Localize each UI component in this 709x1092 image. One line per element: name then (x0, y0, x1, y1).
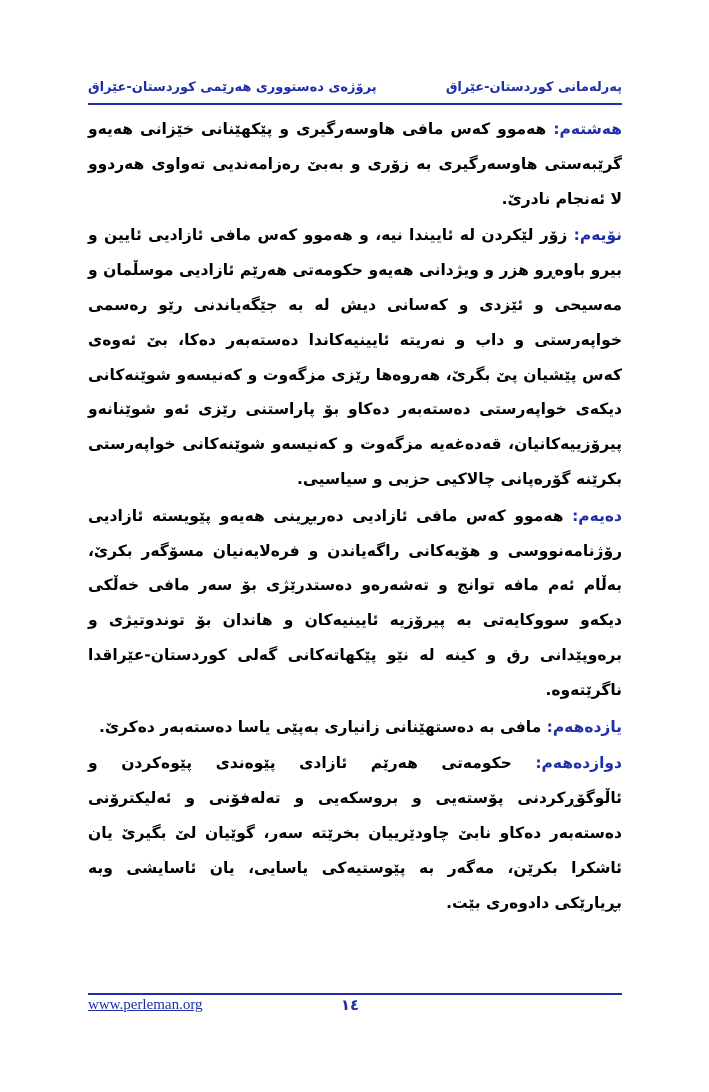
article-paragraph-8 (88, 112, 622, 216)
article-text: هەموو كەس مافی هاوسەرگیری و پێكهێنانی خێزانی هەیەو گرێبەستی هاوسەرگیری بە زۆری و بەبێ رەزامەندیی تەواوی هەردوو لا ئەنجام نادرێ. (88, 120, 622, 208)
article-term: نۆیەم: (573, 226, 622, 245)
document-body (88, 112, 622, 922)
article-text: هەموو كەس مافی ئازادیی دەربڕینی هەیەو پێویستە ئازادیی رۆژنامەنووسی و هۆیەكانی راگەیاندن و فرەلایەنیان مسۆگەر بكرێ، بەڵام ئەم مافە توانج و تەشەرەو دەستدرێژی بۆ سەر مافی خەڵكی دیكەو سووكایەتی بە پیرۆزیە ئایینیەكان و هاندان بۆ توندوتیژی و برەوپێدانی رق و كینە لە نێو پێكهاتەكانی گەلی كوردستان-عێراقدا ناگرێتەوە. (88, 506, 622, 699)
article-text: مافی بە دەستهێنانی زانیاری بەپێی یاسا دەستەبەر دەكرێ. (98, 717, 547, 736)
footer-divider (88, 993, 622, 995)
article-paragraph-12 (88, 746, 622, 920)
article-paragraph-9 (88, 218, 622, 496)
website-link[interactable]: www.perleman.org (88, 997, 203, 1013)
header-divider (88, 103, 622, 105)
article-text: زۆر لێكردن لە ئاییندا نیە، و هەموو كەس مافی ئازادیی ئایین و بیرو باوەڕو هزر و ویژدانی هەیەو حكومەتی هەرێم ئازادیی موسڵمان و مەسیحی و ئێزدی و كەسانی دیش لە بە جێگەیاندنی رێو رەسمی خواپەرستی و داب و نەریتە ئایینیەكاندا دەستەبەر دەكا، بێ ئەوەی كەس پێشیان پێ بگرێ، هەروەها رێزی مزگەوت و كەنیسەو شوێنەكانی دیكەی خواپەرستی دەستەبەر دەكاو بۆ پاراستنی رێزی ئەو شوێنانەو پیرۆزییەكانیان، قەدەغەیە مزگەوت و كەنیسەو شوێنەكانی خواپەرستی بكرێنە گۆرەپانی چالاكیی حزبی و سیاسیی. (88, 226, 622, 488)
article-term: دەیەم: (572, 506, 622, 525)
header-publisher: پەرلەمانی كوردستان-عێراق (445, 80, 622, 95)
article-term: هەشتەم: (553, 120, 622, 138)
article-paragraph-11 (88, 710, 622, 745)
page-header (88, 78, 622, 100)
article-paragraph-10 (88, 499, 622, 708)
article-term: دوازدەهەم: (535, 754, 622, 773)
article-term: یازدەهەم: (546, 717, 622, 736)
article-text: حكومەتی هەرێم ئازادی پێوەندی پێوەكردن و ئاڵوگۆڕكردنی پۆستەیی و بروسكەیی و تەلەفۆنی و ئەلیكترۆنی دەستەبەر دەكاو نابێ چاودێرییان بخرێتە سەر، گوێیان لێ بگیرێ یان ئاشكرا بكرێن، مەگەر بە پێوستیەكی یاسایی، یان ئاسایشی وبە بڕیارێكی دادوەری بێت. (88, 754, 622, 912)
page-number: ١٤ (340, 996, 360, 1014)
header-document-title: پرۆژەی دەستووری هەرێمی كوردستان-عێراق (88, 80, 377, 95)
